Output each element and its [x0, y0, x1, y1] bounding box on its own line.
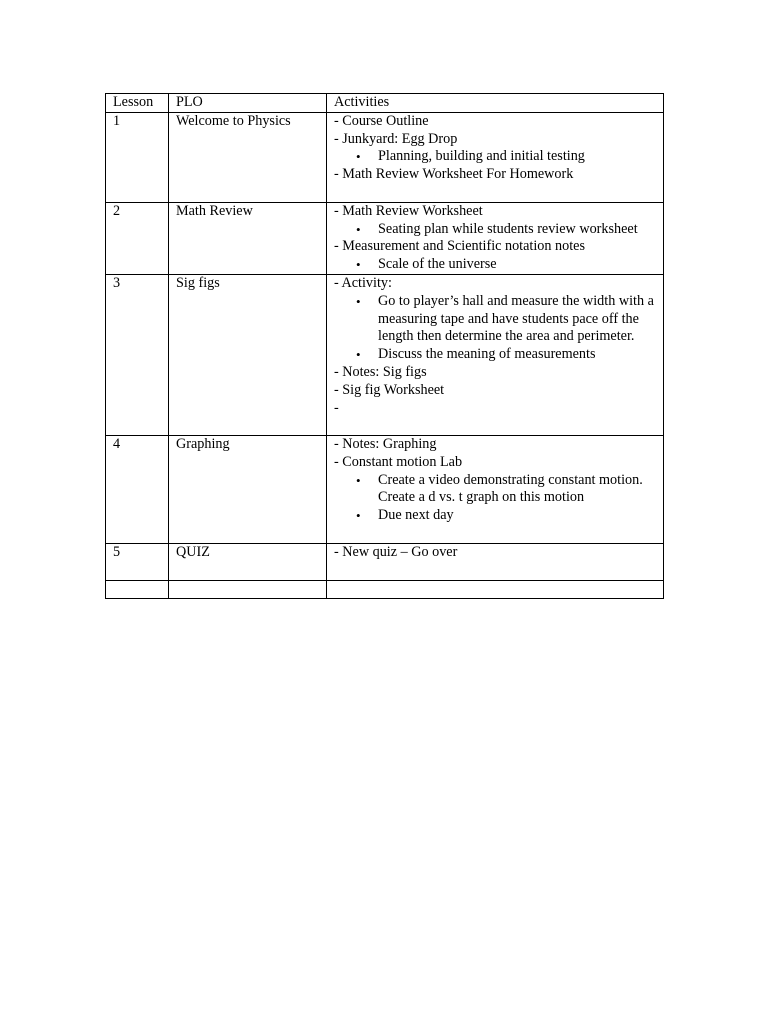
activity-sub-item: • Due next day: [378, 507, 659, 525]
table-row: [106, 435, 664, 543]
activity-sub-item: • Scale of the universe: [378, 256, 659, 274]
activity-sub-list: [334, 293, 659, 364]
table-body: [106, 112, 664, 598]
plo-cell: Sig figs: [169, 274, 327, 435]
lesson-number-cell: 3: [106, 274, 169, 435]
lesson-number-cell: 4: [106, 435, 169, 543]
activities-cell: [327, 202, 664, 274]
activity-sub-list: [334, 221, 659, 239]
table-row: [106, 202, 664, 274]
activity-item: - Sig fig Worksheet: [334, 381, 445, 398]
activity-item: - Notes: Graphing: [334, 435, 437, 452]
activity-sub-item: • Planning, building and initial testing: [378, 148, 659, 166]
activity-sub-list: [334, 472, 659, 525]
activities-cell: [327, 543, 664, 580]
activities-cell: [327, 435, 664, 543]
activities-cell: [327, 580, 664, 598]
activity-sub-item: • Go to player’s hall and measure the width with a measuring tape and have students pace off the length then determine the area and perimeter.: [378, 293, 659, 346]
plo-cell: Welcome to Physics: [169, 112, 327, 202]
lesson-number-cell: [106, 580, 169, 598]
plo-cell: [169, 580, 327, 598]
activity-sub-item: • Create a video demonstrating constant motion. Create a d vs. t graph on this motion: [378, 472, 659, 508]
activity-item: - Math Review Worksheet For Homework: [334, 166, 574, 183]
plo-cell: Math Review: [169, 202, 327, 274]
activity-item: - Measurement and Scientific notation notes: [334, 238, 585, 255]
activity-item: - New quiz – Go over: [334, 543, 458, 560]
activity-sub-list: [334, 256, 659, 274]
header-plo: PLO: [169, 94, 327, 113]
plo-cell: Graphing: [169, 435, 327, 543]
activity-item: - Course Outline: [334, 112, 429, 129]
activity-item: - Math Review Worksheet: [334, 202, 483, 219]
activity-item: - Constant motion Lab: [334, 453, 463, 470]
activity-sub-list: [334, 148, 659, 166]
activity-sub-item: • Discuss the meaning of measurements: [378, 346, 659, 364]
table-row: [106, 112, 664, 202]
activities-cell: [327, 274, 664, 435]
activity-item: -: [334, 399, 339, 416]
lesson-number-cell: 2: [106, 202, 169, 274]
table-row: [106, 543, 664, 580]
activity-item: - Junkyard: Egg Drop: [334, 130, 458, 147]
header-lesson: Lesson: [106, 94, 169, 113]
header-activities: Activities: [327, 94, 664, 113]
activity-sub-item: • Seating plan while students review worksheet: [378, 221, 659, 239]
activity-item: - Activity:: [334, 274, 392, 291]
plo-cell: QUIZ: [169, 543, 327, 580]
table-header-row: [106, 94, 664, 113]
lesson-plan-table: [105, 93, 664, 599]
table-row: [106, 274, 664, 435]
activity-item: - Notes: Sig figs: [334, 363, 427, 380]
lesson-number-cell: 5: [106, 543, 169, 580]
table-row: [106, 580, 664, 598]
activities-cell: [327, 112, 664, 202]
lesson-number-cell: 1: [106, 112, 169, 202]
